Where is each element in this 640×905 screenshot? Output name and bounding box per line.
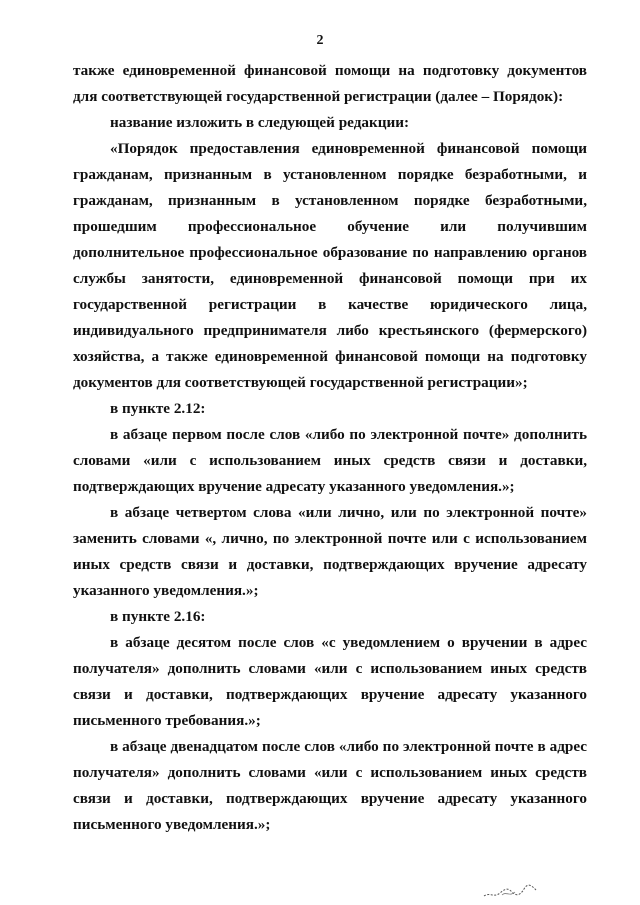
document-body [73,58,587,838]
signature-mark [482,880,538,900]
paragraph-point-2-12-fourth: в абзаце четвертом слова «или лично, или по электронной почте» заменить словами «, лично, по электронной почте или с использованием иных средств связи и доставки, подтверждающих вручение адресату указанного уведомления.»; [73,504,587,599]
paragraph-point-2-16-twelfth: в абзаце двенадцатом после слов «либо по электронной почте в адрес получателя» дополнить словами «или с использованием иных средств связи и доставки, подтверждающих вручение адресату указанного письменного уведомления.»; [73,738,587,833]
paragraph-title-instruction: название изложить в следующей редакции: [110,114,410,131]
paragraph-point-2-12: в пункте 2.12: [110,400,206,417]
paragraph-continuation: также единовременной финансовой помощи на подготовку документов для соответствующей государственной регистрации (далее – Порядок): [73,62,587,105]
paragraph-point-2-12-first: в абзаце первом после слов «либо по электронной почте» дополнить словами «или с использованием иных средств связи и доставки, подтверждающих вручение адресату указанного уведомления.»; [73,426,587,495]
paragraph-new-title: «Порядок предоставления единовременной финансовой помощи гражданам, признанным в установленном порядке безработными, и гражданам, признанным в установленном порядке безработными, прошедшим профессиональное обучение или получившим дополнительное профессиональное образование по направлению органов службы занятости, единовременной финансовой помощи при их государственной регистрации в качестве юридического лица, индивидуального предпринимателя либо крестьянского (фермерского) хозяйства, а также единовременной финансовой помощи на подготовку документов для соответствующей государственной регистрации»; [73,140,587,391]
page-number: 2 [316,33,324,48]
paragraph-point-2-16-tenth: в абзаце десятом после слов «с уведомлением о вручении в адрес получателя» дополнить словами «или с использованием иных средств связи и доставки, подтверждающих вручение адресату указанного письменного требования.»; [73,634,587,729]
paragraph-point-2-16: в пункте 2.16: [110,608,206,625]
